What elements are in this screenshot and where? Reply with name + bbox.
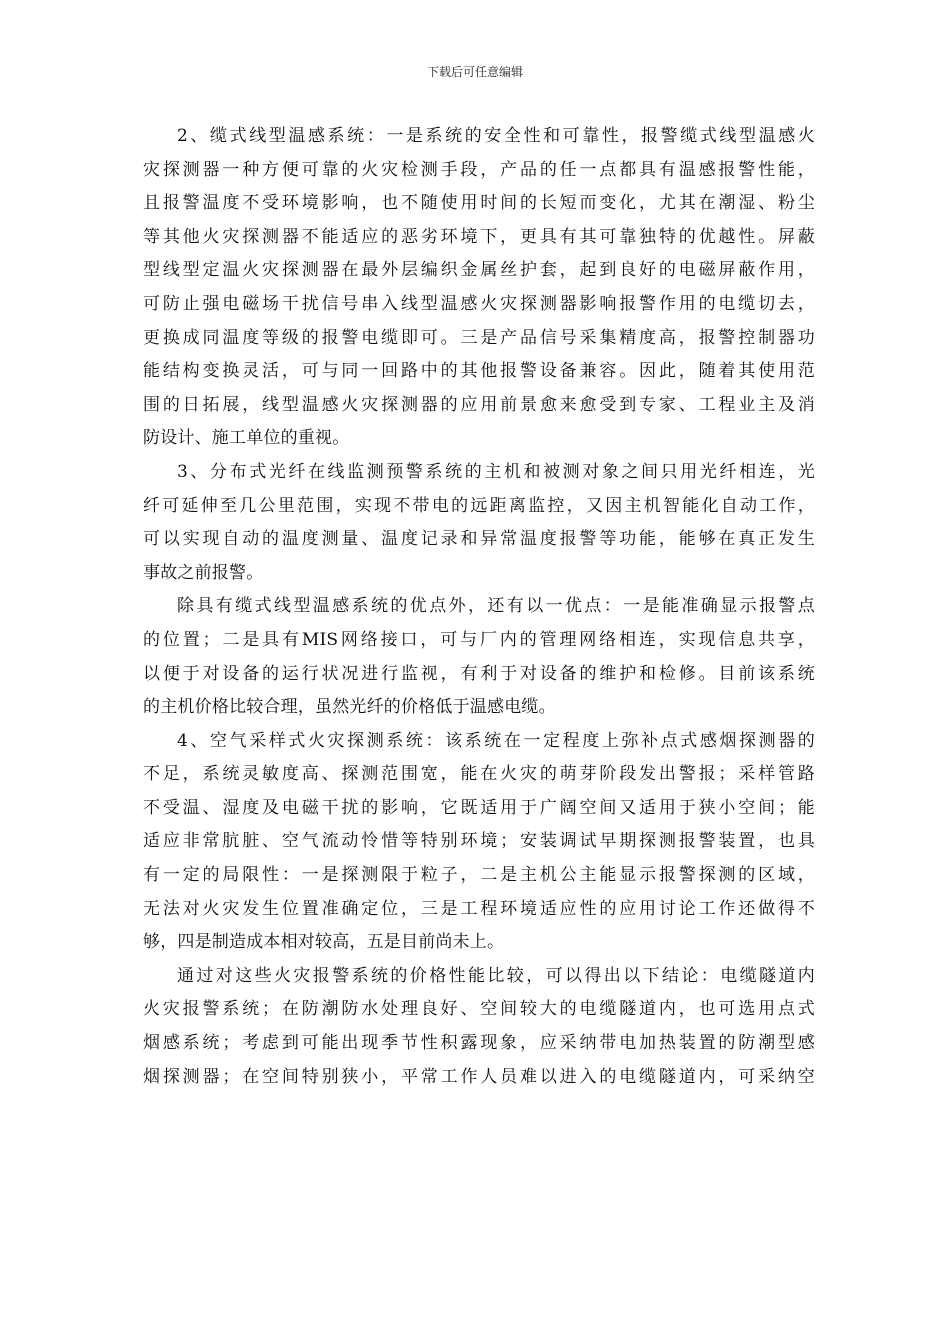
text-line: 围的日拓展，线型温感火灾探测器的应用前景愈来愈受到专家、工程业主及消 [143, 394, 815, 415]
text-line: 通过对这些火灾报警系统的价格性能比较，可以得出以下结论：电缆隧道内 [177, 965, 815, 986]
text-line: 烟感系统；考虑到可能出现季节性积露现象，应采纳带电加热装置的防潮型感 [143, 1033, 815, 1054]
paragraph-cable-linear-heat-system [143, 120, 815, 456]
text-line: 能结构变换灵活，可与同一回路中的其他报警设备兼容。因此，随着其使用范 [143, 361, 815, 382]
text-line: 纤可延伸至几公里范围，实现不带电的远距离监控，又因主机智能化自动工作， [143, 495, 815, 516]
page-header: 下载后可任意编辑 [426, 65, 523, 79]
text-line: 4、空气采样式火灾探测系统：该系统在一定程度上弥补点式感烟探测器的 [177, 730, 815, 751]
text-line: 更换成同温度等级的报警电缆即可。三是产品信号采集精度高，报警控制器功 [143, 327, 815, 348]
document-body [143, 120, 815, 1094]
text-line: 的位置；二是具有MIS网络接口，可与厂内的管理网络相连，实现信息共享， [143, 629, 815, 650]
text-line: 有一定的局限性：一是探测限于粒子，二是主机公主能显示报警探测的区域， [143, 865, 815, 886]
text-line: 够，四是制造成本相对较高，五是目前尚未上。 [143, 932, 505, 953]
paragraph-distributed-fiber-system [143, 456, 815, 590]
text-line: 的主机价格比较合理，虽然光纤的价格低于温感电缆。 [143, 697, 556, 718]
paragraph-fiber-advantages [143, 590, 815, 724]
text-line: 3、分布式光纤在线监测预警系统的主机和被测对象之间只用光纤相连，光 [177, 461, 815, 482]
text-line: 除具有缆式线型温感系统的优点外，还有以一优点：一是能准确显示报警点 [177, 596, 815, 617]
text-line: 不足，系统灵敏度高、探测范围宽，能在火灾的萌芽阶段发出警报；采样管路 [143, 764, 815, 785]
text-line: 可以实现自动的温度测量、温度记录和异常温度报警等功能，能够在真正发生 [143, 529, 815, 550]
text-line: 2、缆式线型温感系统：一是系统的安全性和可靠性，报警缆式线型温感火 [177, 126, 815, 146]
text-line: 型线型定温火灾探测器在最外层编织金属丝护套，起到良好的电磁屏蔽作用， [143, 260, 815, 281]
text-line: 以便于对设备的运行状况进行监视，有利于对设备的维护和检修。目前该系统 [143, 663, 815, 684]
text-line: 烟探测器；在空间特别狭小，平常工作人员难以进入的电缆隧道内，可采纳空 [143, 1066, 815, 1087]
text-line: 且报警温度不受环境影响，也不随使用时间的长短而变化，尤其在潮湿、粉尘 [143, 193, 815, 214]
text-line: 等其他火灾探测器不能适应的恶劣环境下，更具有其可靠独特的优越性。屏蔽 [143, 226, 815, 247]
paragraph-air-sampling-system [143, 725, 815, 960]
text-line: 适应非常肮脏、空气流动怜惜等特别环境；安装调试早期探测报警装置，也具 [143, 831, 815, 852]
text-line: 可防止强电磁场干扰信号串入线型温感火灾探测器影响报警作用的电缆切去， [143, 293, 815, 314]
text-line: 不受温、湿度及电磁干扰的影响，它既适用于广阔空间又适用于狭小空间；能 [143, 797, 815, 818]
text-line: 灾探测器一种方便可靠的火灾检测手段，产品的任一点都具有温感报警性能， [143, 159, 815, 180]
paragraph-conclusion [143, 960, 815, 1094]
text-line: 火灾报警系统；在防潮防水处理良好、空间较大的电缆隧道内，也可选用点式 [143, 999, 815, 1020]
text-line: 防设计、施工单位的重视。 [143, 428, 350, 449]
text-line: 无法对火灾发生位置准确定位，三是工程环境适应性的应用讨论工作还做得不 [143, 898, 815, 919]
text-line: 事故之前报警。 [143, 562, 264, 583]
